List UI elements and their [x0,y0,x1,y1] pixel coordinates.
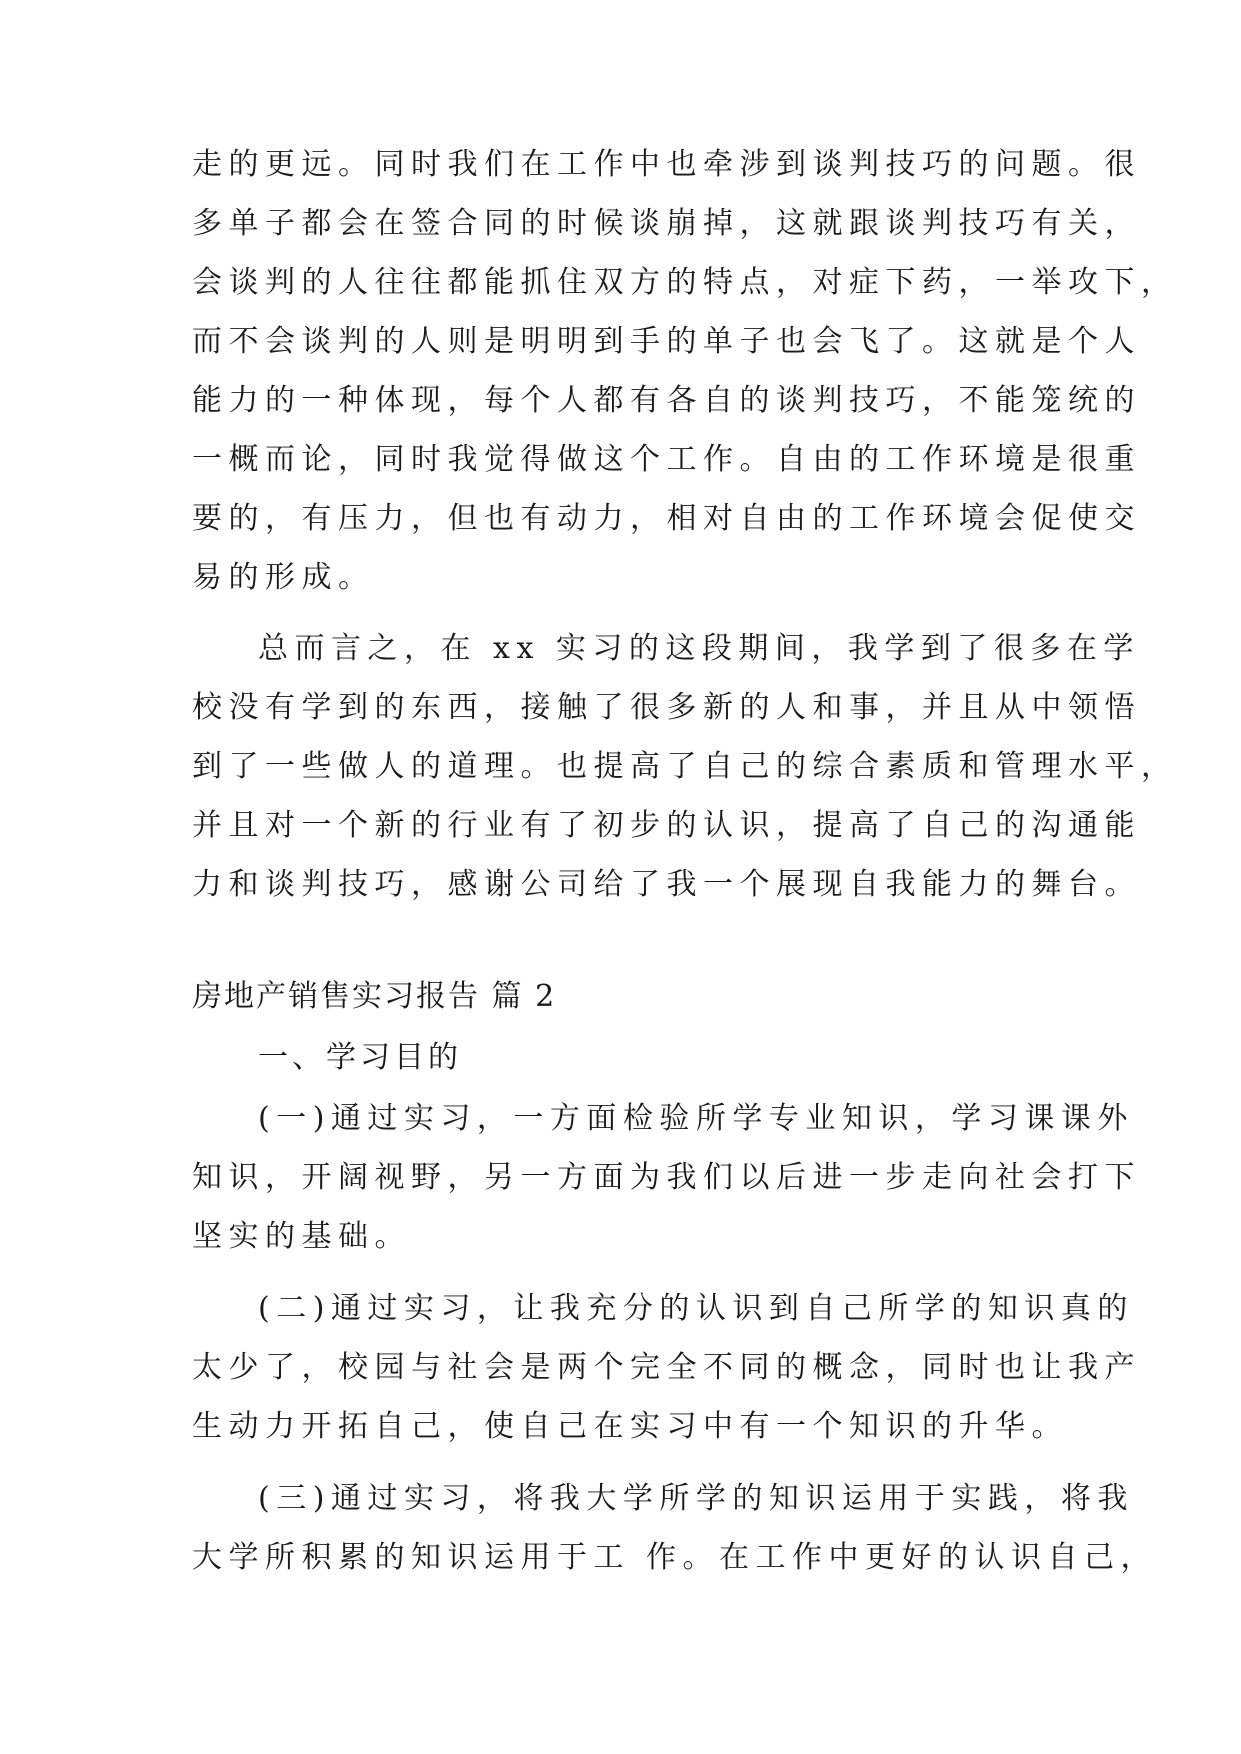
paragraph-line: (三)通过实习，将我大学所学的知识运用于实践，将我 [258,1481,1134,1516]
paragraph-line: 并且对一个新的行业有了初步的认识，提高了自己的沟通能 [192,808,1141,843]
paragraph-line: 一概而论，同时我觉得做这个工作。自由的工作环境是很重 [192,442,1141,477]
paragraph-line: 校没有学到的东西，接触了很多新的人和事，并且从中领悟 [192,690,1141,725]
paragraph-line: 能力的一种体现，每个人都有各自的谈判技巧，不能笼统的 [192,383,1141,418]
paragraph-line: 要的，有压力，但也有动力，相对自由的工作环境会促使交 [192,501,1141,536]
paragraph-line: (一)通过实习，一方面检验所学专业知识，学习课课外 [258,1101,1134,1136]
paragraph-line: 会谈判的人往往都能抓住双方的特点，对症下药，一举攻下， [192,265,1178,300]
paragraph-line: 大学所积累的知识运用于工 作。在工作中更好的认识自己， [192,1540,1158,1575]
paragraph-line: 太少了，校园与社会是两个完全不同的概念，同时也让我产 [192,1350,1141,1385]
paragraph-line: 坚实的基础。 [192,1219,411,1254]
paragraph-line: 多单子都会在签合同的时候谈崩掉，这就跟谈判技巧有关， [192,206,1141,241]
paragraph-line: 到了一些做人的道理。也提高了自己的综合素质和管理水平， [192,749,1178,784]
paragraph-line: 总而言之，在 xx 实习的这段期间，我学到了很多在学 [258,631,1140,666]
paragraph-line: 而不会谈判的人则是明明到手的单子也会飞了。这就是个人 [192,324,1141,359]
subsection-title: 一、学习目的 [258,1040,462,1075]
paragraph-line: (二)通过实习，让我充分的认识到自己所学的知识真的 [258,1291,1134,1326]
paragraph-line: 力和谈判技巧，感谢公司给了我一个展现自我能力的舞台。 [192,867,1141,902]
paragraph-line: 走的更远。同时我们在工作中也牵涉到谈判技巧的问题。很 [192,147,1141,182]
paragraph-line: 易的形成。 [192,560,375,595]
paragraph-line: 知识，开阔视野，另一方面为我们以后进一步走向社会打下 [192,1160,1141,1195]
section-title: 房地产销售实习报告 篇 2 [192,979,557,1014]
paragraph-line: 生动力开拓自己，使自己在实习中有一个知识的升华。 [192,1409,1068,1444]
